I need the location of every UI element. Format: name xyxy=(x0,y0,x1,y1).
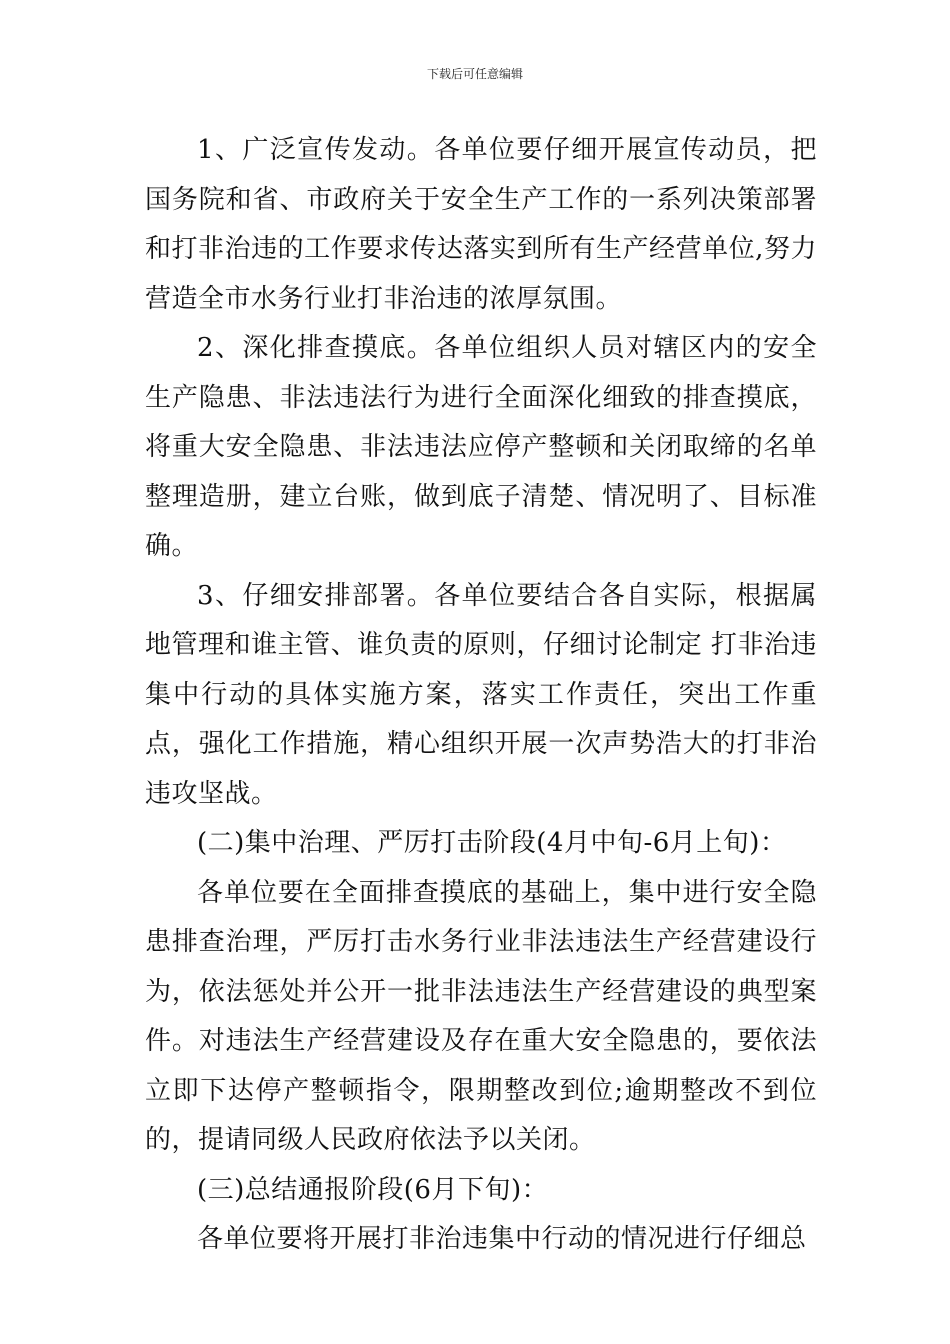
page-header-watermark: 下载后可任意编辑 xyxy=(426,67,523,81)
section-heading-crackdown: (二)集中治理、严厉打击阶段(4月中旬-6月上旬)： xyxy=(197,828,787,858)
section-heading-summary: (三)总结通报阶段(6月下旬)： xyxy=(197,1174,549,1205)
paragraph-summary: 各单位要将开展打非治违集中行动的情况进行仔细总 xyxy=(197,1224,807,1254)
paragraph-investigation: 2、深化排查摸底。各单位组织人员对辖区内的安全生产隐患、非法违法行为进行全面深化细致的排查摸底，将重大安全隐患、非法违法应停产整顿和关闭取缔的名单整理造册，建立台账，做到底子清楚、情况明了、目标准确。 xyxy=(145,333,817,561)
paragraph-crackdown: 各单位要在全面排查摸底的基础上，集中进行安全隐患排查治理，严厉打击水务行业非法违法生产经营建设行为，依法惩处并公开一批非法违法生产经营建设的典型案件。对违法生产经营建设及存在重大安全隐患的，要依法立即下达停产整顿指令，限期整改到位;逾期整改不到位的，提请同级人民政府依法予以关闭。 xyxy=(145,877,817,1155)
paragraph-deployment: 3、仔细安排部署。各单位要结合各自实际，根据属地管理和谁主管、谁负责的原则，仔细讨论制定 打非治违集中行动的具体实施方案，落实工作责任，突出工作重点，强化工作措施，精心组织开展一次声势浩大的打非治违攻坚战。 xyxy=(145,580,817,809)
document-body xyxy=(145,126,817,1265)
paragraph-publicity: 1、广泛宣传发动。各单位要仔细开展宣传动员，把国务院和省、市政府关于安全生产工作的一系列决策部署和打非治违的工作要求传达落实到所有生产经营单位,努力营造全市水务行业打非治违的浓厚氛围。 xyxy=(145,135,817,314)
